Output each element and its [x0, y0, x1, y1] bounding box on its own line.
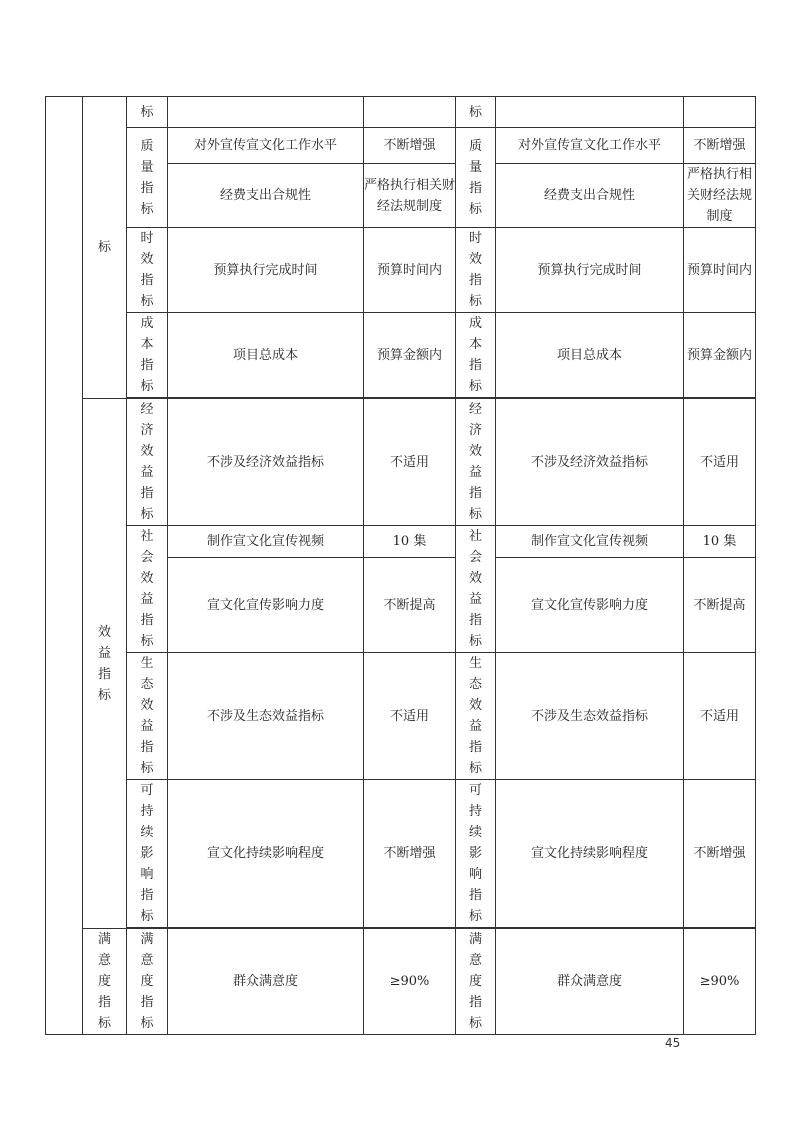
cost-item: 项目总成本: [168, 313, 364, 398]
cost-value-left: 预算金额内: [364, 313, 456, 398]
table-row: [46, 313, 756, 398]
level1-benefit-label: 效 益 指 标: [83, 399, 127, 929]
satisfaction-item-right: 群众满意度: [496, 929, 684, 1035]
social-value-1-left: 10 集: [364, 526, 456, 558]
ecological-item-right: 不涉及生态效益指标: [496, 653, 684, 780]
ecological-label: 生 态 效 益 指 标: [127, 653, 168, 780]
economic-label: 经 济 效 益 指 标: [127, 399, 168, 526]
satisfaction-label: 满 意 度 指 标: [127, 929, 168, 1035]
table-row: [46, 128, 756, 164]
quality-value-2-right: 严格执行相关财经法规制度: [684, 164, 756, 228]
level1-output-label: 标: [83, 97, 127, 399]
economic-label-right: 经 济 效 益 指 标: [456, 399, 496, 526]
sustainable-label-right: 可 持 续 影 响 指 标: [456, 780, 496, 928]
quality-item-2-right: 经费支出合规性: [496, 164, 684, 228]
social-item-2: 宣文化宣传影响力度: [168, 558, 364, 653]
quality-label-right: 质 量 指 标: [456, 128, 496, 228]
satisfaction-label-right: 满 意 度 指 标: [456, 929, 496, 1035]
cost-item-right: 项目总成本: [496, 313, 684, 398]
ecological-item: 不涉及生态效益指标: [168, 653, 364, 780]
quality-value-2-left: 严格执行相关财经法规制度: [364, 164, 456, 228]
social-label: 社 会 效 益 指 标: [127, 526, 168, 653]
social-item-1-right: 制作宣文化宣传视频: [496, 526, 684, 558]
table-row: [46, 97, 756, 128]
quality-item-2: 经费支出合规性: [168, 164, 364, 228]
social-label-right: 社 会 效 益 指 标: [456, 526, 496, 653]
quality-item-1-right: 对外宣传宣文化工作水平: [496, 128, 684, 164]
indicator-table: [45, 96, 756, 1035]
outer-left-cell: [46, 97, 83, 1035]
table-row: [46, 399, 756, 526]
table-row: [46, 780, 756, 928]
social-value-2-left: 不断提高: [364, 558, 456, 653]
table-row: [46, 526, 756, 558]
level2-continuation-label: 标: [127, 97, 168, 128]
satisfaction-value-left: ≥90%: [364, 929, 456, 1035]
social-value-2-right: 不断提高: [684, 558, 756, 653]
sustainable-label: 可 持 续 影 响 指 标: [127, 780, 168, 928]
timeliness-value-left: 预算时间内: [364, 228, 456, 313]
ecological-label-right: 生 态 效 益 指 标: [456, 653, 496, 780]
timeliness-label-right: 时 效 指 标: [456, 228, 496, 313]
table-row: [46, 228, 756, 313]
economic-item-right: 不涉及经济效益指标: [496, 399, 684, 526]
cost-value-right: 预算金额内: [684, 313, 756, 398]
quality-label: 质 量 指 标: [127, 128, 168, 228]
economic-value-left: 不适用: [364, 399, 456, 526]
sustainable-item-right: 宣文化持续影响程度: [496, 780, 684, 928]
level1-satisfaction-label: 满 意 度 指 标: [83, 929, 127, 1035]
timeliness-item: 预算执行完成时间: [168, 228, 364, 313]
quality-value-1-left: 不断增强: [364, 128, 456, 164]
page-number: 45: [665, 1036, 681, 1050]
cost-label-right: 成 本 指 标: [456, 313, 496, 398]
timeliness-label: 时 效 指 标: [127, 228, 168, 313]
ecological-value-right: 不适用: [684, 653, 756, 780]
satisfaction-item: 群众满意度: [168, 929, 364, 1035]
sustainable-item: 宣文化持续影响程度: [168, 780, 364, 928]
table-row: [46, 653, 756, 780]
quality-value-1-right: 不断增强: [684, 128, 756, 164]
quality-item-1: 对外宣传宣文化工作水平: [168, 128, 364, 164]
social-item-2-right: 宣文化宣传影响力度: [496, 558, 684, 653]
timeliness-item-right: 预算执行完成时间: [496, 228, 684, 313]
cost-label: 成 本 指 标: [127, 313, 168, 398]
economic-value-right: 不适用: [684, 399, 756, 526]
satisfaction-value-right: ≥90%: [684, 929, 756, 1035]
economic-item: 不涉及经济效益指标: [168, 399, 364, 526]
sustainable-value-left: 不断增强: [364, 780, 456, 928]
social-item-1: 制作宣文化宣传视频: [168, 526, 364, 558]
table-row: [46, 929, 756, 1035]
ecological-value-left: 不适用: [364, 653, 456, 780]
sustainable-value-right: 不断增强: [684, 780, 756, 928]
level2-continuation-label-right: 标: [456, 97, 496, 128]
timeliness-value-right: 预算时间内: [684, 228, 756, 313]
social-value-1-right: 10 集: [684, 526, 756, 558]
